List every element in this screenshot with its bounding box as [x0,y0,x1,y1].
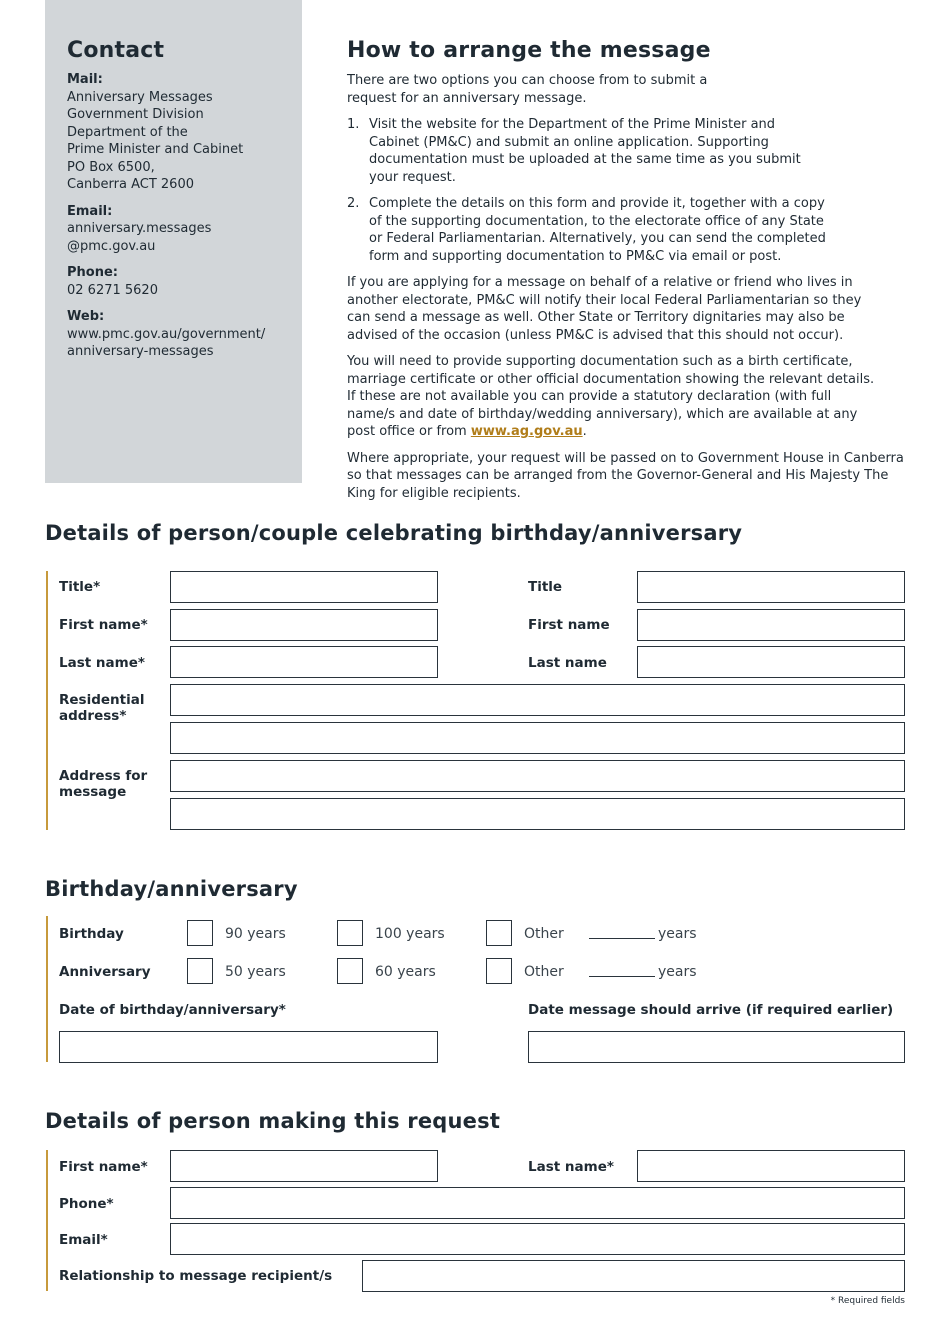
birthday-years-suffix: years [658,926,697,942]
section-bar [46,1150,48,1291]
mail-line: Department of the [67,124,188,140]
occasion-section-title: Birthday/anniversary [45,877,298,901]
web-block [67,308,302,361]
web-label: Web: [67,309,105,324]
arrive-date-input[interactable] [528,1031,905,1063]
requester-email-label: Email* [59,1232,108,1248]
mail-line: PO Box 6500, [67,159,155,175]
birthday-100-checkbox[interactable] [337,920,363,946]
first2-input[interactable] [637,609,905,641]
option-number: 2. [347,196,360,211]
celebrant-section-title: Details of person/couple celebrating birthday/anniversary [45,521,743,545]
last2-label: Last name [528,655,607,671]
intro-paragraph: There are two options you can choose from to submit a request for an anniversary message. [347,73,708,106]
anniversary-other-years-input[interactable] [589,976,655,977]
mail-line: Government Division [67,107,204,122]
message-address-input-2[interactable] [170,798,905,830]
requester-last-input[interactable] [637,1150,905,1182]
required-fields-note: * Required fields [830,1296,905,1306]
web-line[interactable]: www.pmc.gov.au/government/ [67,326,266,342]
web-line[interactable]: anniversary-messages [67,344,214,359]
title1-label: Title* [59,579,101,595]
mail-line: Prime Minister and Cabinet [67,142,244,157]
requester-phone-label: Phone* [59,1196,114,1212]
email-label: Email: [67,203,113,219]
residential-address-input-2[interactable] [170,722,905,754]
anniversary-60-checkbox[interactable] [337,958,363,984]
ag-link[interactable]: www.ag.gov.au [470,424,583,439]
intro-paragraph: Where appropriate, your request will be passed on to Government House in Canberra so that messages can be arranged from the Governor-General and His Majesty The King for eligible recipients. [347,450,904,501]
relationship-label: Relationship to message recipient/s [59,1268,333,1284]
intro-paragraph [347,353,875,441]
requester-first-input[interactable] [170,1150,438,1182]
residential-address-label: Residential address* [59,692,145,724]
option-item [347,195,907,265]
birthday-label: Birthday [59,926,124,942]
requester-section-title: Details of person making this request [45,1109,501,1133]
email-line[interactable]: anniversary.messages [67,221,212,236]
option-item [347,116,907,186]
mail-block [67,71,302,194]
relationship-input[interactable] [362,1260,905,1292]
phone-label: Phone: [67,265,118,280]
birthday-other-label: Other [524,926,564,942]
option-number: 1. [347,117,360,132]
option-text: Visit the website for the Department of the Prime Minister and Cabinet (PM&C) and submit an online application. Supporting documentation must be uploaded at the same time as you submit your request. [369,117,801,185]
email-line[interactable]: @pmc.gov.au [67,238,156,254]
anniversary-50-label: 50 years [225,964,286,980]
contact-panel [45,0,302,483]
anniversary-years-suffix: years [658,964,697,980]
option-text: Complete the details on this form and provide it, together with a copy of the supporting documentation, to the electorate office of any State or Federal Parliamentarian. Alternatively, you can send the completed form and supporting documentation to PM&C via email or post. [369,196,826,264]
requester-last-label: Last name* [528,1159,614,1175]
requester-email-input[interactable] [170,1223,905,1255]
title1-input[interactable] [170,571,438,603]
intro-section [347,38,907,511]
anniversary-60-label: 60 years [375,964,436,980]
anniversary-other-label: Other [524,964,564,980]
anniversary-other-checkbox[interactable] [486,958,512,984]
birthday-90-checkbox[interactable] [187,920,213,946]
email-block [67,203,302,256]
mail-label: Mail: [67,72,103,87]
date-label: Date of birthday/anniversary* [59,1002,286,1018]
arrive-date-label: Date message should arrive (if required earlier) [528,1002,894,1018]
title2-input[interactable] [637,571,905,603]
intro-paragraph: If you are applying for a message on behalf of a relative or friend who lives in another electorate, PM&C will notify their local Federal Parliamentarian so they can send a message as well. Other State or Territory dignitaries may also be advised of the occasion (unless PM&C is advised that this should not occur). [347,275,862,343]
anniversary-50-checkbox[interactable] [187,958,213,984]
requester-phone-input[interactable] [170,1187,905,1219]
contact-title: Contact [67,38,165,63]
title2-label: Title [528,579,563,595]
intro-title: How to arrange the message [347,38,711,63]
residential-address-input-1[interactable] [170,684,905,716]
message-address-input-1[interactable] [170,760,905,792]
requester-first-label: First name* [59,1159,148,1175]
docs-text: You will need to provide supporting documentation such as a birth certificate, marriage certificate or other official documentation showing the relevant details. If these are not available you can provide a statutory declaration (with full name/s and date of birthday/wedding anniversary), which are available at any post office or from [347,354,875,439]
message-address-label: Address for message [59,768,148,800]
birthday-90-label: 90 years [225,926,286,942]
last1-label: Last name* [59,655,145,671]
birthday-other-checkbox[interactable] [486,920,512,946]
birthday-100-label: 100 years [375,926,445,942]
last2-input[interactable] [637,646,905,678]
date-input[interactable] [59,1031,438,1063]
docs-text-end: . [582,424,587,439]
section-bar [46,916,48,1062]
first1-label: First name* [59,617,148,633]
birthday-other-years-input[interactable] [589,938,655,939]
mail-line: Canberra ACT 2600 [67,177,194,192]
section-bar [46,571,48,830]
first2-label: First name [528,617,610,633]
mail-line: Anniversary Messages [67,89,213,105]
phone-block [67,264,302,299]
phone-value: 02 6271 5620 [67,282,158,298]
first1-input[interactable] [170,609,438,641]
last1-input[interactable] [170,646,438,678]
anniversary-label: Anniversary [59,964,151,980]
